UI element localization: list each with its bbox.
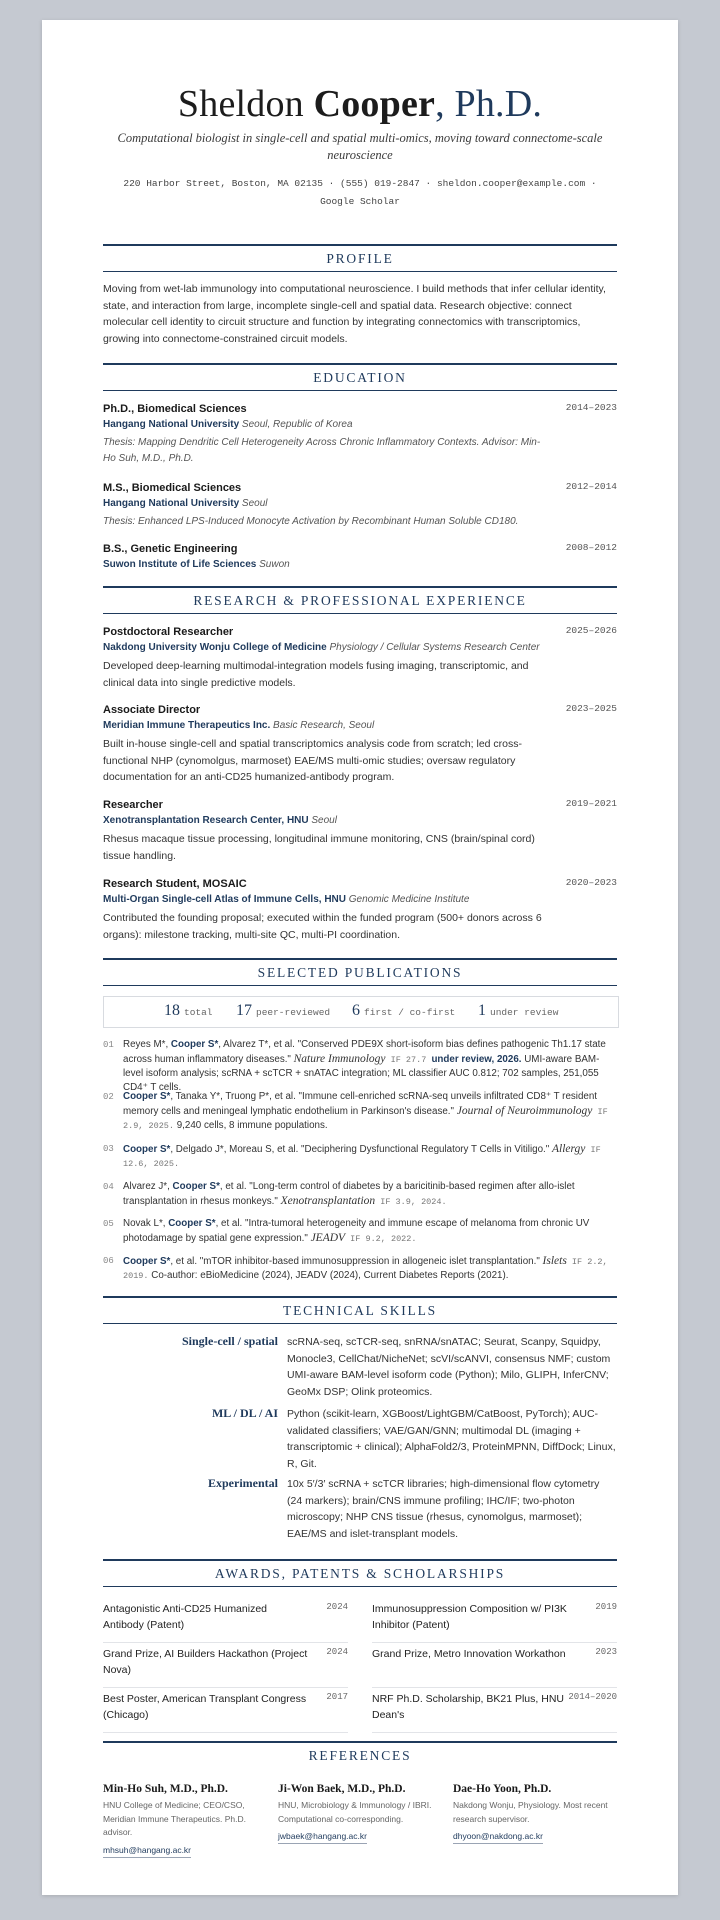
- stat-count: 6: [352, 1002, 360, 1019]
- experience-entry: [103, 876, 617, 943]
- last-name: Cooper: [313, 83, 436, 125]
- pub-note: 9,240 cells, 8 immune populations.: [174, 1120, 328, 1131]
- stat-label: under review: [490, 1007, 559, 1018]
- award-title: Grand Prize, AI Builders Hackathon (Project Nova): [103, 1648, 308, 1676]
- scholar-link[interactable]: Google Scholar: [320, 196, 400, 207]
- dates: 2023–2025: [565, 703, 617, 714]
- pub-title: , Delgado J*, Moreau S, et al. "Deciphering Dysfunctional Regulatory T Cells in Vitiligo.": [170, 1144, 552, 1155]
- section-header-references: REFERENCES: [103, 1741, 617, 1768]
- thesis: Thesis: Mapping Dendritic Cell Heterogeneity Across Chronic Inflammatory Contexts. Advisor: Min-Ho Suh, M.D., Ph.D.: [103, 437, 541, 464]
- pub-impact: IF 9.2, 2022.: [345, 1234, 417, 1244]
- department: Physiology / Cellular Systems Research Center: [329, 642, 540, 653]
- reference-card: [278, 1781, 443, 1844]
- reference-card: [453, 1781, 618, 1844]
- education-entry: [103, 541, 617, 573]
- reference-email[interactable]: mhsuh@hangang.ac.kr: [103, 1844, 191, 1858]
- job-description: Built in-house single-cell and spatial transcriptomics analysis code from scratch; led cross-functional NHP (cynomolgus, marmoset) EAE/MS multi-omic studies; oversaw regulatory documentation for an anti-CD25 humanized-antibody program.: [103, 738, 523, 783]
- degree: B.S., Genetic Engineering: [103, 543, 238, 555]
- stat-first-author: [352, 1002, 455, 1020]
- section-header-skills: TECHNICAL SKILLS: [103, 1296, 617, 1324]
- location: Seoul, Republic of Korea: [241, 419, 353, 430]
- skill-category: Single-cell / spatial: [182, 1334, 278, 1348]
- reference-name: Ji-Won Baek, M.D., Ph.D.: [278, 1783, 406, 1795]
- contact-info: [103, 175, 617, 211]
- dates: 2025–2026: [565, 625, 617, 636]
- section-header-experience: RESEARCH & PROFESSIONAL EXPERIENCE: [103, 586, 617, 614]
- section-header-education: EDUCATION: [103, 363, 617, 391]
- pub-status: under review, 2026.: [431, 1054, 522, 1065]
- award-title: Best Poster, American Transplant Congress (Chicago): [103, 1693, 307, 1721]
- pub-impact: IF 3.9, 2024.: [375, 1197, 447, 1207]
- pub-self-author: Cooper S*: [123, 1091, 171, 1102]
- pub-number: 04: [103, 1182, 114, 1192]
- section-header-awards: AWARDS, PATENTS & SCHOLARSHIPS: [103, 1559, 617, 1587]
- section-header-publications: SELECTED PUBLICATIONS: [103, 958, 617, 986]
- reference-description: Nakdong Wonju, Physiology. Most recent research supervisor.: [453, 1800, 608, 1824]
- section-header-profile: PROFILE: [103, 244, 617, 272]
- publication-stats: [103, 996, 619, 1028]
- location: Suwon: [259, 559, 290, 570]
- award-item: [372, 1644, 617, 1688]
- skill-category: ML / DL / AI: [211, 1406, 278, 1420]
- organization: Nakdong University Wonju College of Medicine: [103, 642, 327, 653]
- award-year: 2017: [326, 1692, 348, 1702]
- pub-note: UMI-aware BAM-level isoform analysis; scRNA + scTCR + snATAC integration; ML classifier AUC 0.812; 702 samples, 251,055 CD4⁺ T cells.: [123, 1054, 600, 1093]
- dates: 2019–2021: [565, 798, 617, 809]
- pub-impact: IF 27.7: [385, 1055, 432, 1065]
- pub-self-author: Cooper S*: [168, 1218, 216, 1229]
- pub-number: 01: [103, 1040, 114, 1050]
- pub-authors: Novak L*,: [123, 1218, 169, 1229]
- stat-count: 18: [164, 1002, 180, 1019]
- award-year: 2019: [595, 1602, 617, 1612]
- award-year: 2023: [595, 1647, 617, 1657]
- award-title: Antagonistic Anti-CD25 Humanized Antibody (Patent): [103, 1603, 268, 1631]
- pub-authors: Alvarez J*,: [123, 1181, 173, 1192]
- department: Genomic Medicine Institute: [348, 894, 470, 905]
- name-suffix: , Ph.D.: [435, 83, 543, 125]
- location: Seoul: [241, 498, 268, 509]
- pub-authors: Reyes M*,: [123, 1039, 171, 1050]
- award-item: [103, 1599, 348, 1643]
- stat-count: 1: [478, 1002, 486, 1019]
- stat-peer-reviewed: [236, 1002, 330, 1020]
- pub-journal: Xenotransplantation: [280, 1195, 376, 1207]
- job-title: Research Student, MOSAIC: [103, 878, 247, 890]
- skill-list: scRNA-seq, scTCR-seq, snRNA/snATAC; Seurat, Scanpy, Squidpy, Monocle3, CellChat/NicheNet; scVI/scANVI, consensus NMF; custom UMI-aware BAM-level isoform code (Python); Milo, GLIPH, InferCNV; GeoMx DSP; Olink proteomics.: [287, 1336, 611, 1398]
- pub-number: 05: [103, 1219, 114, 1229]
- job-title: Associate Director: [103, 704, 201, 716]
- job-description: Developed deep-learning multimodal-integration models fusing imaging, transcriptomic, and clinical data into single predictive models.: [103, 660, 529, 689]
- award-item: [372, 1599, 617, 1643]
- organization: Xenotransplantation Research Center, HNU: [103, 815, 309, 826]
- education-entry: [103, 401, 617, 467]
- school: Suwon Institute of Life Sciences: [103, 559, 257, 570]
- resume-page: [42, 20, 678, 1895]
- pub-journal: Allergy: [551, 1143, 586, 1155]
- profile-text: Moving from wet-lab immunology into computational neuroscience. I build methods that infer cellular identity, state, and interaction from large, incomplete single-cell and spatial data. Research objective: connect molecular cell identity to circuit structure and function by integrating connectomics with transcriptomics, growing into connectome-constrained circuit models.: [103, 283, 606, 345]
- reference-name: Dae-Ho Yoon, Ph.D.: [453, 1783, 552, 1795]
- pub-journal: Nature Immunology: [293, 1053, 386, 1065]
- award-year: 2014–2020: [568, 1692, 617, 1702]
- award-year: 2024: [326, 1647, 348, 1657]
- degree: M.S., Biomedical Sciences: [103, 482, 242, 494]
- candidate-name: [103, 82, 617, 126]
- reference-description: HNU College of Medicine; CEO/CSO, Meridian Immune Therapeutics. Ph.D. advisor.: [103, 1800, 246, 1837]
- skill-list: 10x 5′/3′ scRNA + scTCR libraries; high-dimensional flow cytometry (24 markers); brain/CNS immune profiling; IHC/IF; two-photon microscopy; NHP CNS tissue (rhesus, cynomolgus, marmoset); EAE/MS and islet-transplant models.: [287, 1478, 600, 1540]
- stat-count: 17: [236, 1002, 252, 1019]
- award-title: Grand Prize, Metro Innovation Workathon: [372, 1648, 566, 1660]
- pub-impact: IF 2.2, 2019.: [123, 1257, 608, 1281]
- pub-impact: IF 2.9, 2025.: [123, 1107, 608, 1131]
- stat-under-review: [478, 1002, 558, 1020]
- stat-label: first / co-first: [364, 1007, 456, 1018]
- pub-number: 03: [103, 1144, 114, 1154]
- award-title: Immunosuppression Composition w/ PI3K Inhibitor (Patent): [372, 1603, 567, 1631]
- department: Seoul: [311, 815, 337, 826]
- stat-label: total: [184, 1007, 213, 1018]
- job-description: Contributed the founding proposal; executed within the funded program (500+ donors across 6 organs): milestone tracking, multi-site QC, multi-PI coordination.: [103, 912, 542, 941]
- tagline: Computational biologist in single-cell and spatial multi-omics, moving toward connectome-scale neuroscience: [117, 131, 603, 162]
- pub-note: Co-author: eBioMedicine (2024), JEADV (2024), Current Diabetes Reports (2021).: [148, 1270, 509, 1281]
- organization: Meridian Immune Therapeutics Inc.: [103, 720, 271, 731]
- pub-self-author: Cooper S*: [123, 1144, 171, 1155]
- pub-journal: Journal of Neuroimmunology: [456, 1105, 593, 1117]
- reference-name: Min-Ho Suh, M.D., Ph.D.: [103, 1783, 228, 1795]
- award-item: [103, 1644, 348, 1688]
- pub-title: , et al. "Long-term control of diabetes by a baricitinib-based regimen after allo-islet transplantation in rhesus monkeys.": [123, 1181, 575, 1207]
- reference-email[interactable]: dhyoon@nakdong.ac.kr: [453, 1830, 543, 1844]
- award-item: [372, 1689, 617, 1733]
- thesis: Thesis: Enhanced LPS-Induced Monocyte Activation by Recombinant Human Soluble CD180.: [103, 516, 519, 527]
- pub-title: , et al. "Intra-tumoral heterogeneity and immune escape of melanoma from chronic UV photodamage by spatial gene expression.": [123, 1218, 590, 1244]
- reference-card: [103, 1781, 268, 1858]
- award-item: [103, 1689, 348, 1733]
- first-name: Sheldon: [177, 83, 304, 125]
- stat-total: [164, 1002, 213, 1020]
- skill-category: Experimental: [208, 1476, 278, 1490]
- pub-title: , Alvarez T*, et al. "Conserved PDE9X short-isoform bias defines pathogenic Th1.17 state across human inflammatory diseases.": [123, 1039, 606, 1065]
- pub-self-author: Cooper S*: [172, 1181, 220, 1192]
- dates: 2020–2023: [565, 877, 617, 888]
- pub-self-author: Cooper S*: [170, 1039, 219, 1050]
- award-year: 2024: [326, 1602, 348, 1612]
- experience-entry: [103, 624, 617, 691]
- pub-number: 02: [103, 1092, 114, 1102]
- stat-label: peer-reviewed: [256, 1007, 331, 1018]
- reference-email[interactable]: jwbaek@hangang.ac.kr: [278, 1830, 367, 1844]
- pub-journal: JEADV: [310, 1232, 346, 1244]
- department: Basic Research, Seoul: [273, 720, 375, 731]
- pub-self-author: Cooper S*: [123, 1256, 171, 1267]
- experience-entry: [103, 797, 617, 864]
- skill-list: Python (scikit-learn, XGBoost/LightGBM/CatBoost, PyTorch); AUC-validated classifiers; VAE/GAN/GNN; multimodal DL (imaging + transcriptomic + clinical); AlphaFold2/3, ProteinMPNN, DiffDock; Linux, R, Git.: [287, 1408, 616, 1470]
- dates: 2012–2014: [565, 481, 617, 492]
- pub-impact: IF 12.6, 2025.: [123, 1145, 601, 1169]
- pub-title: , et al. "mTOR inhibitor-based immunosuppression in allogeneic islet transplantation.": [170, 1256, 543, 1267]
- pub-journal: Islets: [542, 1255, 567, 1267]
- job-description: Rhesus macaque tissue processing, longitudinal immune monitoring, CNS (brain/spinal cord) tissue handling.: [103, 833, 535, 862]
- organization: Multi-Organ Single-cell Atlas of Immune Cells, HNU: [103, 894, 346, 905]
- experience-entry: [103, 702, 617, 786]
- contact-line: 220 Harbor Street, Boston, MA 02135 · (555) 019-2847 · sheldon.cooper@example.com ·: [123, 178, 597, 189]
- job-title: Researcher: [103, 799, 163, 811]
- job-title: Postdoctoral Researcher: [103, 626, 234, 638]
- school: Hangang National University: [103, 419, 240, 430]
- dates: 2014–2023: [565, 402, 617, 413]
- degree: Ph.D., Biomedical Sciences: [103, 403, 247, 415]
- reference-description: HNU, Microbiology & Immunology / IBRI. Computational co-corresponding.: [278, 1800, 432, 1824]
- pub-number: 06: [103, 1256, 114, 1266]
- award-title: NRF Ph.D. Scholarship, BK21 Plus, HNU Dean's: [372, 1693, 564, 1721]
- dates: 2008–2012: [565, 542, 617, 553]
- education-entry: [103, 480, 617, 530]
- school: Hangang National University: [103, 498, 240, 509]
- pub-title: , Tanaka Y*, Truong P*, et al. "Immune cell-enriched scRNA-seq unveils infiltrated CD8⁺ T resident memory cells and meningeal lymphatic endothelium in Parkinson's disease.": [123, 1091, 598, 1117]
